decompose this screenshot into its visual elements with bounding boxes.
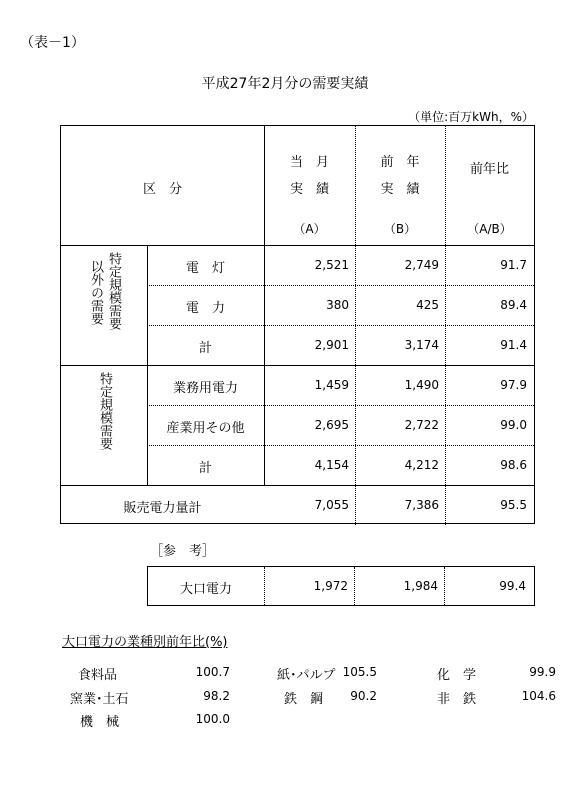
row-subtotal-1-b: 3,174 — [404, 338, 439, 352]
row-subtotal-1-ratio: 91.4 — [500, 338, 527, 352]
industry-title: 大口電力の業種別前年比(%) — [62, 635, 228, 650]
group-specific: 特定規模需要 — [97, 372, 112, 450]
current-header-2: 実 績 — [289, 182, 329, 197]
row-label-lighting: 電 灯 — [185, 261, 225, 276]
total-a: 7,055 — [314, 498, 349, 512]
prev-header-3: （B） — [383, 222, 417, 236]
row-commercial-b: 1,490 — [404, 378, 439, 392]
row-subtotal-2-ratio: 98.6 — [500, 458, 527, 472]
ratio-header-1: 前年比 — [469, 162, 509, 177]
reference-label: ［参 考］ — [150, 544, 216, 559]
row-label-power: 電 力 — [185, 301, 225, 316]
total-ratio: 95.5 — [500, 498, 527, 512]
reference-table — [147, 566, 535, 606]
category-header: 区 分 — [142, 182, 182, 197]
industry-name-food: 食料品 — [78, 668, 118, 683]
row-power-ratio: 89.4 — [500, 298, 527, 312]
row-label-subtotal-2: 計 — [198, 461, 212, 476]
reference-row-a: 1,972 — [313, 579, 348, 593]
row-lighting-a: 2,521 — [314, 258, 349, 272]
row-industrial-a: 2,695 — [314, 418, 349, 432]
row-label-subtotal-1: 計 — [198, 341, 212, 356]
unit-label: （単位:百万kWh，%） — [408, 110, 534, 124]
row-lighting-b: 2,749 — [404, 258, 439, 272]
industry-value-paper: 105.5 — [342, 665, 377, 679]
group-other-prefix: 特定規模需要 — [106, 252, 121, 330]
prev-header-1: 前 年 — [380, 155, 420, 170]
ratio-header-3: （A/B） — [467, 222, 512, 236]
industry-value-machinery: 100.0 — [195, 712, 230, 726]
demand-table — [60, 125, 535, 524]
total-b: 7,386 — [404, 498, 439, 512]
row-power-a: 380 — [326, 298, 349, 312]
industry-name-nonferrous: 非 鉄 — [437, 692, 477, 707]
industry-name-machinery: 機 械 — [80, 715, 120, 730]
industry-value-steel: 90.2 — [350, 689, 377, 703]
industry-value-ceramics: 98.2 — [203, 689, 230, 703]
page-title: 平成27年2月分の需要実績 — [201, 76, 369, 92]
total-label: 販売電力量計 — [123, 501, 202, 516]
current-header-3: （A） — [293, 222, 326, 236]
row-subtotal-2-a: 4,154 — [314, 458, 349, 472]
row-subtotal-1-a: 2,901 — [314, 338, 349, 352]
row-industrial-b: 2,722 — [404, 418, 439, 432]
row-lighting-ratio: 91.7 — [500, 258, 527, 272]
current-header-1: 当 月 — [289, 155, 329, 170]
group-other: 以外の需要 — [88, 260, 103, 325]
row-label-commercial: 業務用電力 — [172, 381, 238, 396]
row-label-industrial: 産業用その他 — [166, 421, 245, 436]
row-power-b: 425 — [416, 298, 439, 312]
industry-value-food: 100.7 — [195, 665, 230, 679]
industry-value-chemical: 99.9 — [529, 665, 556, 679]
prev-header-2: 実 績 — [380, 182, 420, 197]
reference-row-b: 1,984 — [403, 579, 438, 593]
reference-row-ratio: 99.4 — [499, 579, 526, 593]
row-commercial-ratio: 97.9 — [500, 378, 527, 392]
row-subtotal-2-b: 4,212 — [404, 458, 439, 472]
row-industrial-ratio: 99.0 — [500, 418, 527, 432]
industry-name-ceramics: 窯業･土石 — [70, 692, 129, 707]
reference-row-label: 大口電力 — [179, 582, 232, 597]
industry-value-nonferrous: 104.6 — [521, 689, 556, 703]
industry-name-steel: 鉄 鋼 — [284, 692, 324, 707]
industry-name-chemical: 化 学 — [437, 668, 477, 683]
table-number: （表－1） — [20, 35, 85, 51]
industry-name-paper: 紙･パルプ — [277, 668, 336, 683]
row-commercial-a: 1,459 — [314, 378, 349, 392]
